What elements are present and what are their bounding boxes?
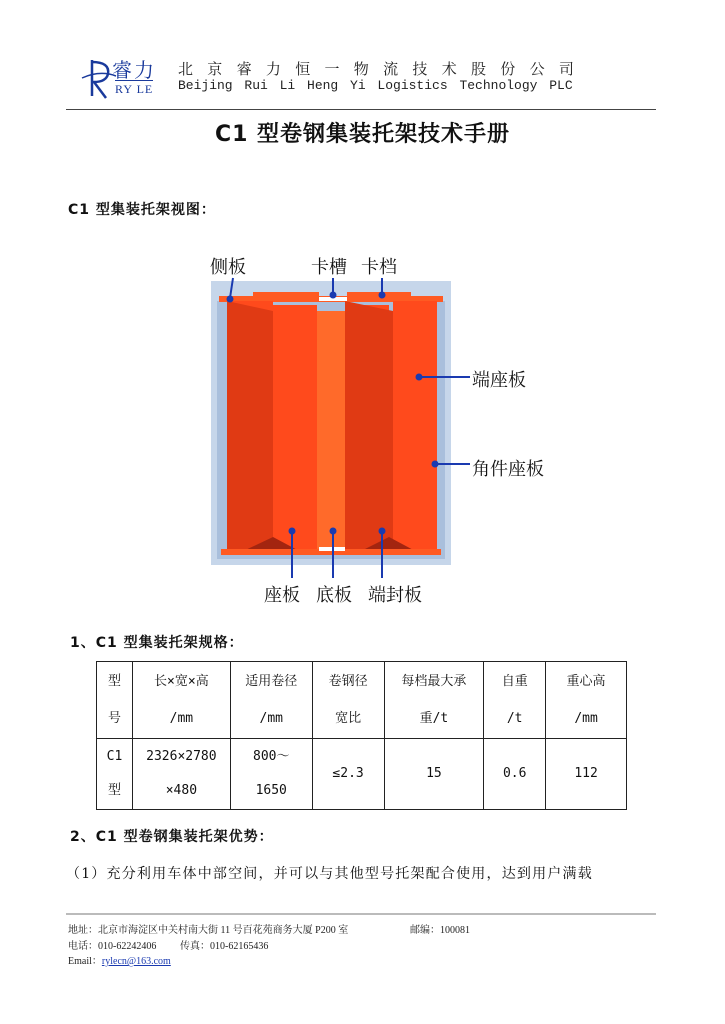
table-row bbox=[97, 739, 627, 810]
table-cell: 15 bbox=[384, 739, 484, 810]
section-view-heading: C1 型集装托架视图： bbox=[68, 202, 216, 218]
label-bottom: 底板 bbox=[316, 585, 352, 606]
footer-phone: 电话：010-62242406 bbox=[68, 941, 157, 952]
section-spec-heading: 1、C1 型集装托架规格： bbox=[70, 635, 244, 651]
footer-address: 地址：北京市海淀区中关村南大街 11 号百花苑商务大厦 P200 室 bbox=[68, 925, 349, 936]
footer-fax: 传真：010-62165436 bbox=[180, 941, 269, 952]
footer-divider bbox=[66, 913, 656, 915]
header-cell: 适用卷径 /mm bbox=[230, 662, 312, 739]
label-end-seat: 端座板 bbox=[472, 370, 526, 391]
logo-en-text: RY LE bbox=[115, 82, 154, 96]
company-name-en: Beijing Rui Li Heng Yi Logistics Technology PLC bbox=[178, 78, 573, 93]
spec-table bbox=[96, 661, 627, 810]
label-seat: 座板 bbox=[264, 585, 300, 606]
table-cell: 112 bbox=[546, 739, 627, 810]
table-cell: 0.6 bbox=[484, 739, 546, 810]
label-end-seal: 端封板 bbox=[368, 585, 422, 606]
company-name-cn: 北京睿力恒一物流技术股份公司 bbox=[178, 60, 589, 78]
table-cell: C1 型 bbox=[97, 739, 133, 810]
document-title: C1 型卷钢集装托架技术手册 bbox=[214, 122, 511, 147]
header-cell: 自重 /t bbox=[484, 662, 546, 739]
pallet-diagram bbox=[211, 281, 451, 565]
label-slot: 卡槽 bbox=[311, 257, 347, 278]
header-cell: 每档最大承 重/t bbox=[384, 662, 484, 739]
header-cell: 长×宽×高 /mm bbox=[132, 662, 230, 739]
header-divider bbox=[66, 109, 656, 110]
table-cell: 2326×2780 ×480 bbox=[132, 739, 230, 810]
footer-postcode: 邮编：100081 bbox=[410, 925, 470, 936]
header-cell: 卷钢径 宽比 bbox=[312, 662, 384, 739]
table-cell: ≤2.3 bbox=[312, 739, 384, 810]
advantage-paragraph-1: （1）充分利用车体中部空间，并可以与其他型号托架配合使用，达到用户满载 bbox=[66, 866, 593, 882]
logo-cn-text: 睿力 bbox=[112, 58, 156, 82]
email-label: Email： bbox=[68, 956, 102, 967]
header-cell: 重心高 /mm bbox=[546, 662, 627, 739]
table-cell: 800～ 1650 bbox=[230, 739, 312, 810]
label-stop: 卡档 bbox=[361, 257, 397, 278]
label-side-plate: 侧板 bbox=[210, 257, 246, 278]
section-advantages-heading: 2、C1 型卷钢集装托架优势： bbox=[70, 829, 274, 845]
table-header-row bbox=[97, 662, 627, 739]
label-corner-seat: 角件座板 bbox=[472, 459, 544, 480]
footer-email bbox=[68, 952, 171, 967]
header-cell: 型 号 bbox=[97, 662, 133, 739]
email-link[interactable]: rylecn@163.com bbox=[101, 956, 171, 967]
